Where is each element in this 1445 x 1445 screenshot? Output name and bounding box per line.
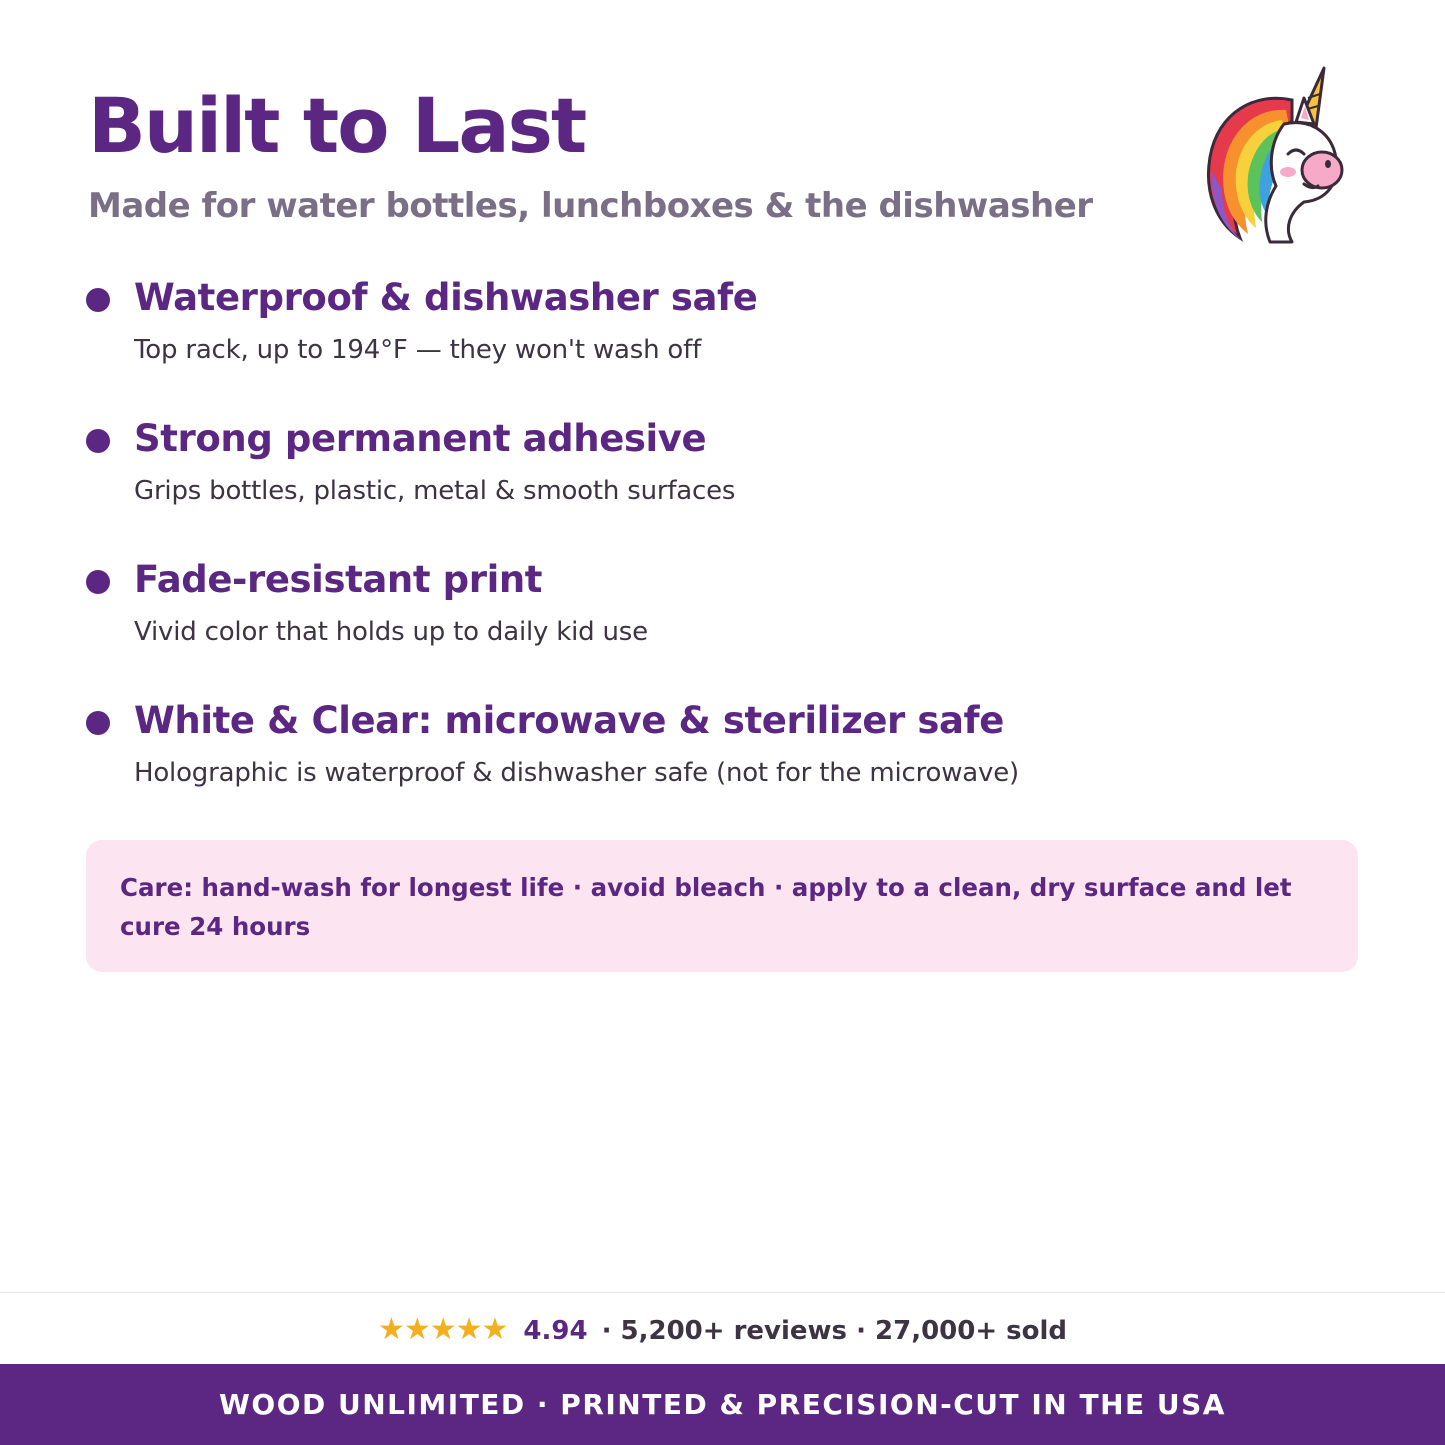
bullet-dot [86, 570, 110, 594]
bullet-dot [86, 711, 110, 735]
feature-title: White & Clear: microwave & sterilizer safe [134, 699, 1004, 742]
feature-description: Vivid color that holds up to daily kid use [134, 617, 648, 647]
feature-description: Grips bottles, plastic, metal & smooth surfaces [134, 476, 736, 506]
rating-summary [0, 1308, 1445, 1352]
rating-score: 4.94 [523, 1316, 588, 1346]
star-rating-icon: ★★★★★ [377, 1312, 508, 1347]
care-note [86, 840, 1358, 972]
feature-title: Fade-resistant print [134, 558, 543, 601]
rating-details: · 5,200+ reviews · 27,000+ sold [601, 1316, 1068, 1346]
feature-item-microwave-safe [86, 699, 1346, 823]
feature-title: Strong permanent adhesive [134, 417, 707, 460]
feature-item-fade-resistant [86, 558, 1346, 682]
footer-banner [0, 1364, 1445, 1445]
care-text: Care: hand-wash for longest life · avoid bleach · apply to a clean, dry surface and let cure 24 hours [120, 873, 1292, 941]
feature-description: Top rack, up to 194°F — they won't wash off [134, 335, 702, 365]
feature-item-adhesive [86, 417, 1346, 541]
unicorn-head-icon [1200, 62, 1350, 247]
page-subtitle: Made for water bottles, lunchboxes & the dishwasher [88, 186, 1093, 226]
feature-title: Waterproof & dishwasher safe [134, 276, 758, 319]
bullet-dot [86, 288, 110, 312]
feature-description: Holographic is waterproof & dishwasher safe (not for the microwave) [134, 758, 1019, 788]
feature-item-waterproof [86, 276, 1346, 400]
page-title: Built to Last [88, 81, 586, 170]
bullet-dot [86, 429, 110, 453]
footer-text: WOOD UNLIMITED · PRINTED & PRECISION-CUT IN THE USA [219, 1388, 1226, 1421]
divider [0, 1292, 1445, 1293]
